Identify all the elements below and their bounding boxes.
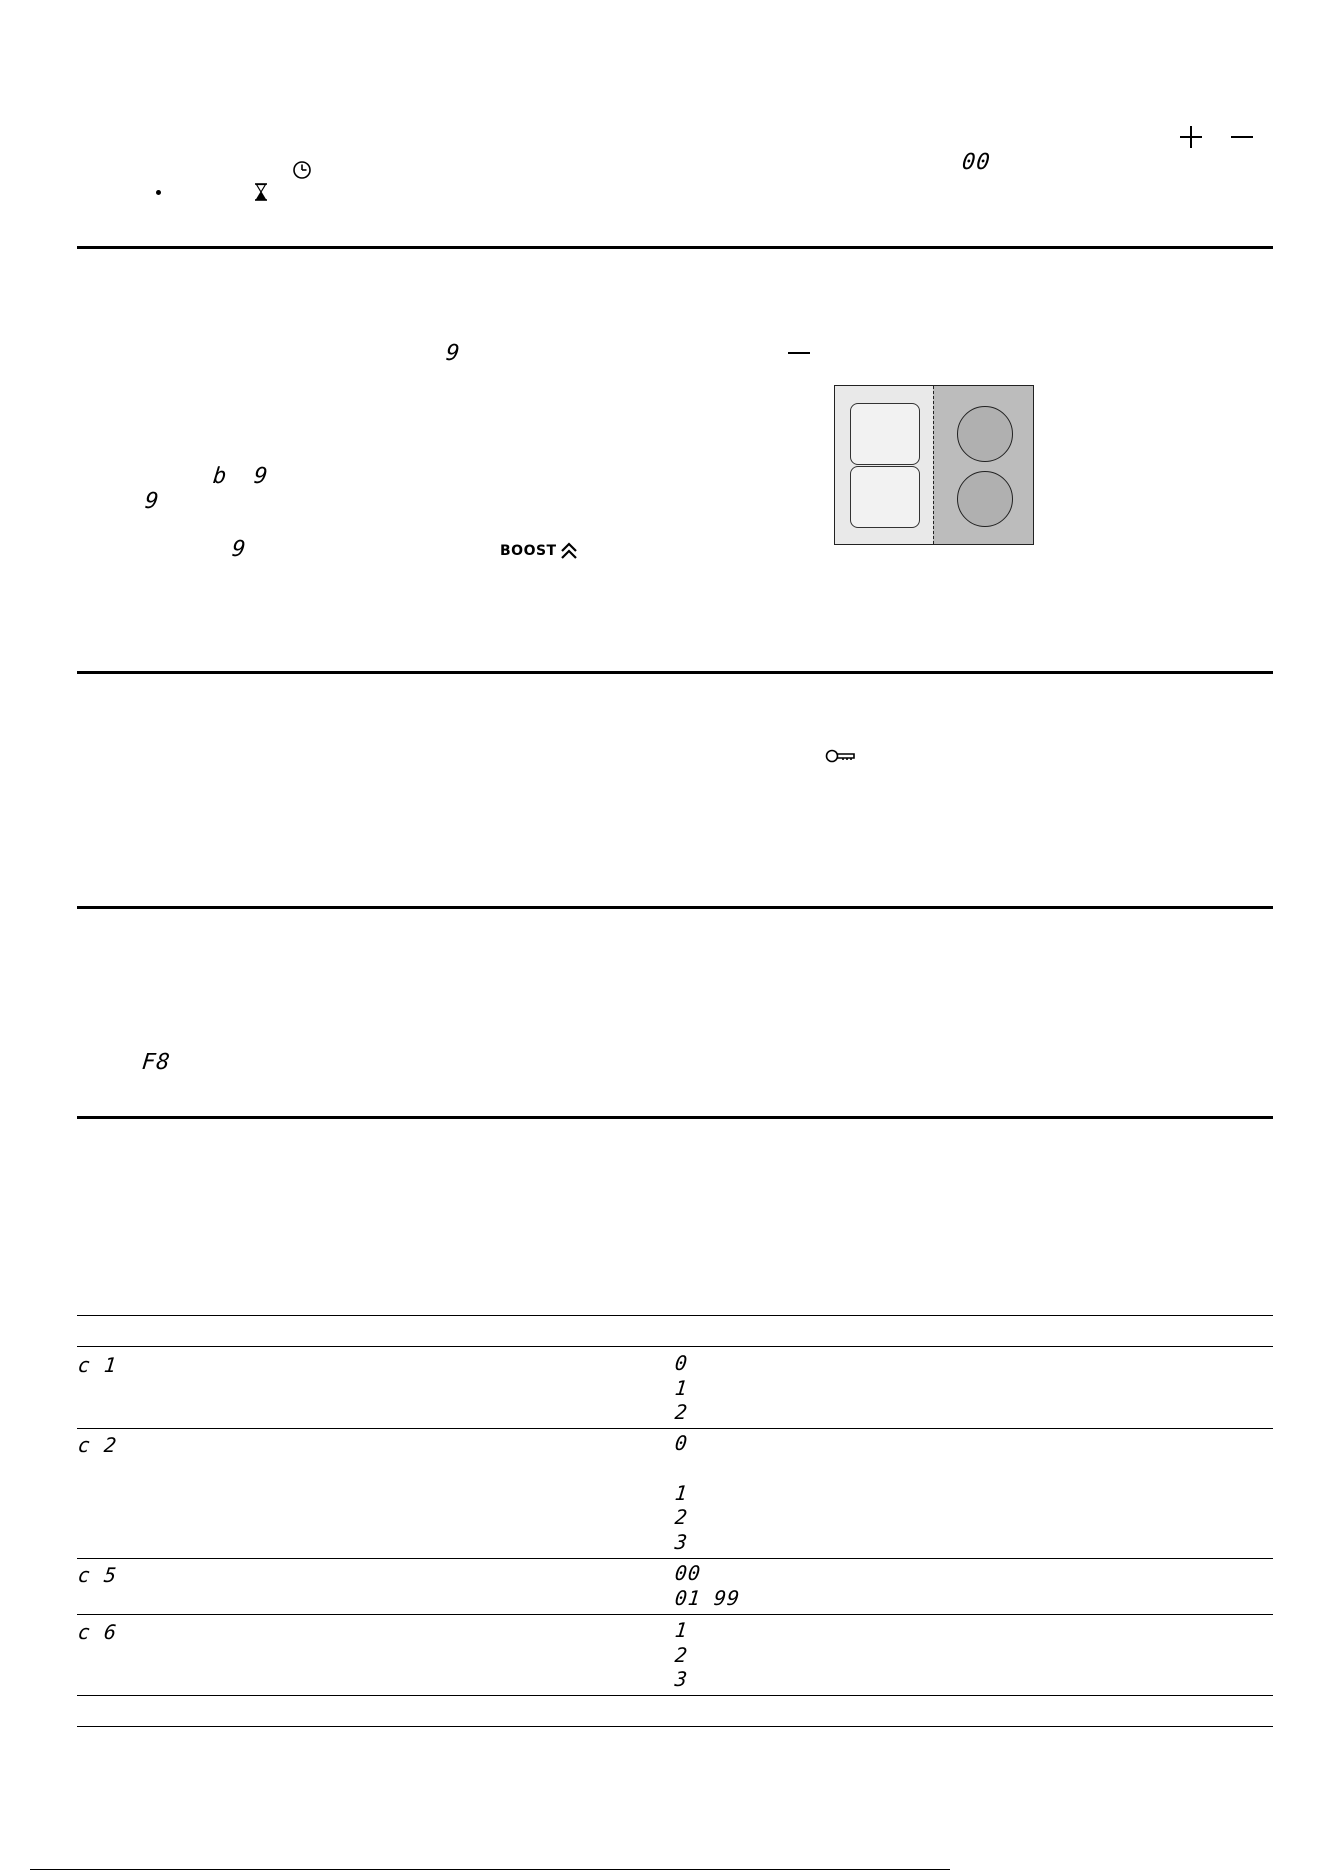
cooktop-divider <box>933 386 934 544</box>
setting-value: 00 <box>673 1561 703 1585</box>
minus-icon <box>1231 126 1253 148</box>
setting-code: c 2 <box>76 1433 119 1457</box>
flex-zone-front <box>850 403 920 465</box>
setting-value: 1 <box>673 1376 690 1400</box>
section-divider <box>77 246 1273 249</box>
table-row-rule <box>77 1614 1273 1615</box>
table-row-rule <box>77 1695 1273 1696</box>
round-zone-front <box>957 471 1013 527</box>
setting-value: 01 99 <box>673 1586 742 1610</box>
table-row-rule <box>77 1428 1273 1429</box>
table-row-rule <box>77 1558 1273 1559</box>
setting-value: 2 <box>673 1400 690 1424</box>
bullet <box>156 190 161 195</box>
section-divider <box>77 671 1273 674</box>
table-header-rule <box>77 1346 1273 1347</box>
section-divider <box>77 906 1273 909</box>
setting-code: c 6 <box>76 1620 119 1644</box>
boost-indicator <box>500 542 578 560</box>
section-divider <box>77 1116 1273 1119</box>
setting-code: c 1 <box>76 1353 119 1377</box>
clock-icon <box>292 160 312 180</box>
setting-value: 2 <box>673 1505 690 1529</box>
setting-value: 2 <box>673 1643 690 1667</box>
table-top-rule <box>77 1315 1273 1316</box>
hourglass-icon <box>254 183 268 201</box>
setting-value: 1 <box>673 1618 690 1642</box>
setting-code: c 5 <box>76 1563 119 1587</box>
power-level-9: 9 <box>252 464 270 489</box>
boost-label: BOOST <box>500 543 557 559</box>
setting-value: 3 <box>673 1530 690 1554</box>
display-00: 00 <box>960 150 992 175</box>
error-code: F8 <box>140 1050 172 1075</box>
power-level-9: 9 <box>230 537 248 562</box>
key-icon <box>825 748 857 764</box>
setting-value: 0 <box>673 1431 690 1455</box>
round-zone-rear <box>957 406 1013 462</box>
setting-value: 1 <box>673 1481 690 1505</box>
plus-icon <box>1180 126 1202 148</box>
setting-value: 0 <box>673 1351 690 1375</box>
minus-icon <box>788 342 810 364</box>
cooktop-diagram <box>834 385 1034 545</box>
double-chevron-up-icon <box>560 542 578 560</box>
power-level-9: 9 <box>143 489 161 514</box>
flex-zone-rear <box>850 466 920 528</box>
power-level-b: b <box>211 464 229 489</box>
setting-value: 3 <box>673 1667 690 1691</box>
power-level-9: 9 <box>444 341 462 366</box>
page-footer-rule <box>30 1869 950 1870</box>
table-bottom-rule <box>77 1726 1273 1727</box>
